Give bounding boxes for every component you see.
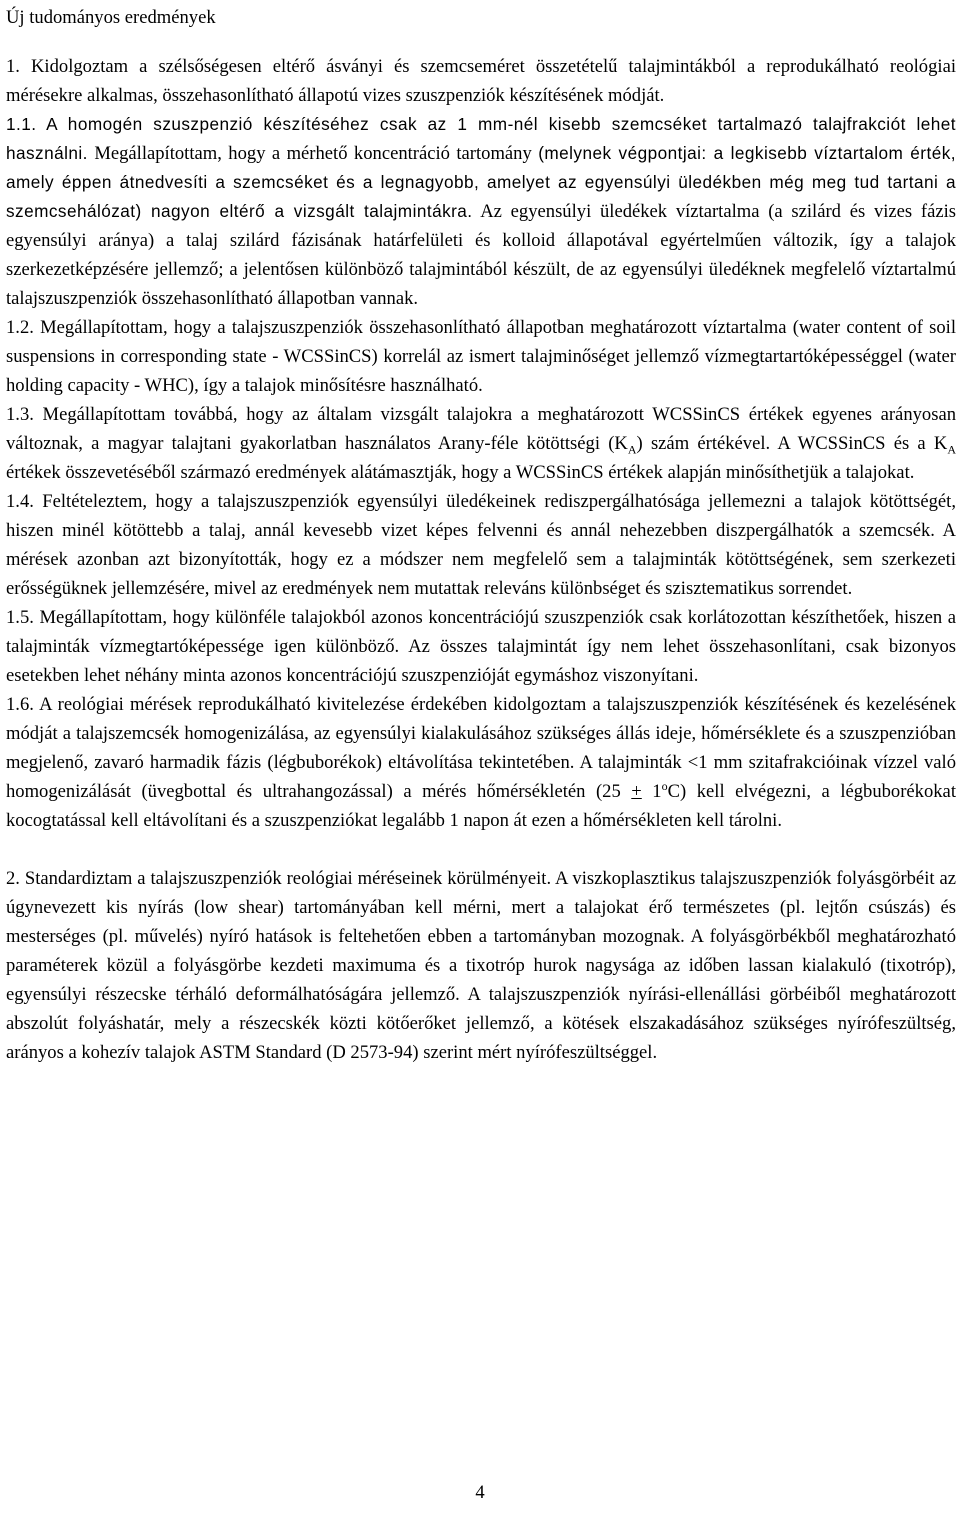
page-number: 4 — [475, 1482, 485, 1503]
result-1-3 — [6, 400, 956, 487]
result-1-1-text-b: Megállapítottam, hogy a mérhető koncentráció tartomány — [87, 143, 532, 164]
result-1-1-text-d: Az egyensúlyi üledékek víztartalma (a szilárd és vizes fázis egyensúlyi aránya) a talaj szilárd fázisának határfelületi és kolloid állapotával egyértelműen változik, így a talajok szerkezetképzésére jellemző; a jelentősen különböző talajmintából készült, de az egyensúlyi üledéknek megfelelő víztartalmú talajszuszpenziók összehasonlítható állapotban vannak. — [6, 201, 956, 309]
result-1-2: 1.2. Megállapítottam, hogy a talajszuszpenziók összehasonlítható állapotban meghatározott víztartalma (water content of soil suspensions in corresponding state - WCSSinCS) korrelál az ismert talajminőséget jellemző vízmegtartartóképességgel (water holding capacity - WHC), így a talajok minősítésre használható. — [6, 317, 956, 396]
result-1-1 — [6, 110, 956, 313]
result-1-6 — [6, 690, 956, 835]
result-1-6-plusminus: + — [631, 781, 642, 802]
result-1-1-text-c: (melynek végpontjai: a legkisebb víztartalom érték, amely éppen átnedvesíti a szemcséket és a legnagyobb, amelyet az egyensúlyi üledékben még meg tud tartani a szemcsehálózat) nagyon eltérő a vizsgált talajmintákra. — [6, 143, 956, 221]
paragraph-gap — [6, 835, 956, 864]
result-1-4: 1.4. Feltételeztem, hogy a talajszuszpenziók egyensúlyi üledékeinek rediszpergálhatósága jellemezni a talajok kötöttségét, hiszen minél kötöttebb a talaj, annál kevesebb vizet képes felvenni és annál nehezebben diszpergálhatók a szemcsék. A mérések azonban azt bizonyították, hogy ez a módszer nem megfelelő sem a talajminták kötöttségének, sem szerkezeti erősségüknek jellemzésére, mivel az eredmények nem mutattak releváns különbséget és szisztematikus sorrendet. — [6, 491, 956, 599]
result-1-3-text-b: ) szám értékével. A WCSSinCS és a K — [636, 433, 948, 454]
result-1-6-degree: o — [661, 778, 668, 793]
result-1: 1. Kidolgoztam a szélsőségesen eltérő ásványi és szemcseméret összetételű talajmintákból a reprodukálható reológiai mérésekre alkalmas, összehasonlítható állapotú vizes szuszpenziók készítésének módját. — [6, 56, 956, 106]
section-title: Új tudományos eredmények — [6, 7, 216, 28]
result-1-6-text-a: 1.6. A reológiai mérések reprodukálható kivitelezése érdekében kidolgoztam a talajszuszpenziók készítésének és kezelésének módját a talajszemcsék homogenizálása, az egyensúlyi kialakulásához szükséges állás ideje, hőmérséklete és a szuszpenzióban megjelenő, zavaró harmadik fázis (légbuborékok) eltávolítása tekintetében. A talajminták <1 mm szitafrakcióinak vízzel való homogenizálását (üvegbottal és ultrahangozással) a mérés hőmérsékletén (25 — [6, 694, 956, 802]
result-1-1-text-a: 1.1. A homogén szuszpenzió készítéséhez csak az 1 mm-nél kisebb szemcséket tartalmazó talajfrakciót lehet használni. — [6, 114, 956, 163]
result-1-3-subscript-b: A — [947, 442, 957, 457]
result-1-6-text-c: C) kell elvégezni, a légbuborékokat kocogtatással kell eltávolítani és a szuszpenziókat legalább 1 napon át ezen a hőmérsékleten kell tárolni. — [6, 781, 956, 831]
result-2: 2. Standardiztam a talajszuszpenziók reológiai méréseinek körülményeit. A viszkoplasztikus talajszuszpenziók folyásgörbéit az úgynevezett kis nyírás (low shear) tartományában kell mérni, mert a talajokat érő természetes (pl. lejtőn csúszás) és mesterséges (pl. művelés) nyíró hatások is feltehetően ebben a tartományban mozognak. A folyásgörbékből meghatározható paraméterek közül a folyásgörbe kezdeti maximuma és a tixotróp hurok nagysága az időben lassan kialakuló (tixotróp), egyensúlyi részecske térháló deformálhatóságára jellemző. A talajszuszpenziók nyírási-ellenállási görbéiből meghatározott abszolút folyáshatár, mely a részecskék közti kötőerőket jellemző, a kötések elszakadásához szükséges nyírófeszültség, arányos a kohezív talajok ASTM Standard (D 2573-94) szerint mért nyírófeszültséggel. — [6, 868, 956, 1063]
result-1-3-text-c: értékek összevetéséből származó eredmények alátámasztják, hogy a WCSSinCS értékek alapján minősíthetjük a talajokat. — [6, 462, 915, 483]
result-1-6-text-b: 1 — [641, 781, 662, 802]
result-1-3-subscript-a: A — [627, 442, 637, 457]
result-1-5: 1.5. Megállapítottam, hogy különféle talajokból azonos koncentrációjú szuszpenziók csak korlátozottan készíthetőek, hiszen a talajminták vízmegtartóképessége igen különböző. Az összes talajmintát így nem lehet összehasonlítani, csak bizonyos esetekben lehet néhány minta azonos koncentrációjú szuszpenzióját egymáshoz viszonyítani. — [6, 607, 956, 686]
result-1-3-text-a: 1.3. Megállapítottam továbbá, hogy az általam vizsgált talajokra a meghatározott WCSSinCS értékek egyenes arányosan változnak, a magyar talajtani gyakorlatban használatos Arany-féle kötöttségi (K — [6, 404, 956, 454]
